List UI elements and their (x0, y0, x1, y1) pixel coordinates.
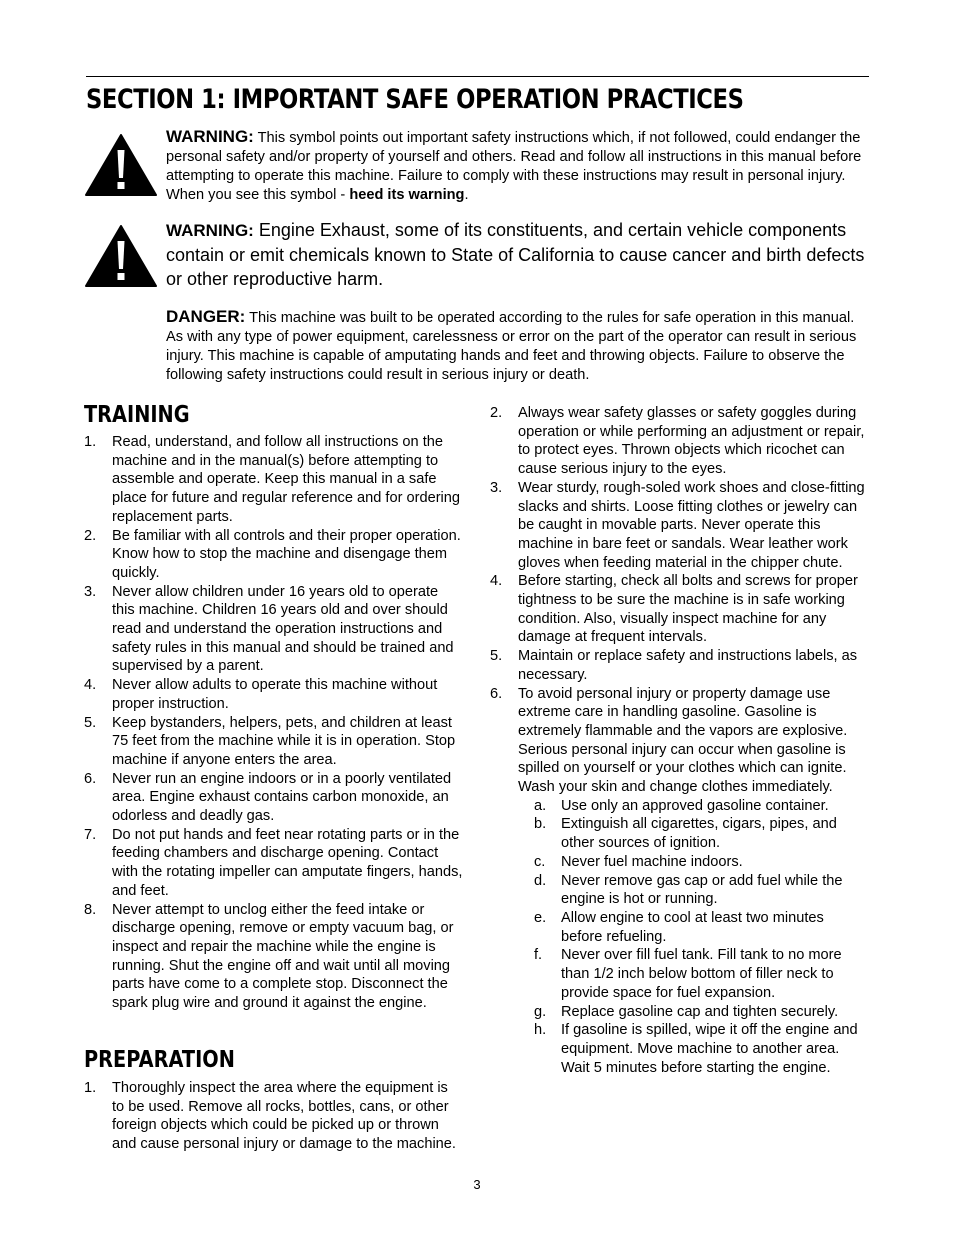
preparation-list (84, 1079, 464, 1154)
item-text: Never allow adults to operate this machine without proper instruction. (112, 677, 438, 712)
list-item (84, 676, 464, 713)
item-text: Replace gasoline cap and tighten securely. (561, 1003, 839, 1020)
item-text: Always wear safety glasses or safety goggles during operation or while performing an adjustment or repair, to protect eyes. Thrown objects which ricochet can cause serious injury to the eyes. (518, 405, 865, 478)
item-text: Extinguish all cigarettes, cigars, pipes, and other sources of ignition. (561, 816, 837, 852)
danger-label: DANGER: (166, 307, 246, 326)
item-letter: h. (534, 1022, 547, 1039)
item-letter: d. (534, 872, 547, 889)
item-text: Thoroughly inspect the area where the equipment is to be used. Remove all rocks, bottles, cans, or other foreign objects which could be picked up or thrown and cause personal injury or damage to the machine. (112, 1080, 456, 1153)
item-letter: c. (534, 853, 546, 870)
item-number: 5. (490, 648, 503, 665)
item-text: Use only an approved gasoline container. (561, 797, 829, 814)
item-number: 4. (84, 677, 97, 694)
list-item (490, 685, 868, 1078)
danger-notice (166, 307, 868, 385)
list-item (84, 527, 464, 583)
gasoline-sublist (518, 797, 868, 1078)
item-text: Maintain or replace safety and instructions labels, as necessary. (518, 648, 858, 683)
item-text: Never fuel machine indoors. (561, 853, 743, 870)
sub-list-item (518, 815, 868, 852)
item-text: Do not put hands and feet near rotating parts or in the feeding chambers and discharge opening. Contact with the rotating impeller can amputate fingers, hands, and feet. (112, 826, 463, 899)
item-number: 4. (490, 573, 503, 590)
section-title: SECTION 1: IMPORTANT SAFE OPERATION PRACTICES (86, 84, 744, 115)
item-number: 2. (84, 527, 97, 544)
list-item (84, 770, 464, 826)
item-text: Before starting, check all bolts and screws for proper tightness to be sure the machine is in safe working condition. Also, visually inspect machine for any damage at frequent intervals. (518, 573, 858, 646)
warning-triangle-icon (84, 224, 158, 288)
notice-text: This machine was built to be operated according to the rules for safe operation in this manual. As with any type of power equipment, carelessness or error on the part of the operator can result in serious injury. This machine is capable of amputating hands and feet and throwing objects. Failure to observe the following safety instructions could result in serious injury or death. (166, 310, 857, 383)
notice-emphasis: heed its warning (349, 187, 465, 203)
warning-triangle-icon (84, 133, 158, 197)
item-text: If gasoline is spilled, wipe it off the engine and equipment. Move machine to another area. Wait 5 minutes before starting the engine. (561, 1022, 858, 1076)
sub-list-item (518, 1021, 868, 1077)
item-number: 6. (84, 770, 97, 787)
list-item (84, 433, 464, 527)
list-item (84, 1079, 464, 1154)
training-heading: TRAINING (84, 402, 190, 428)
sub-list-item (518, 946, 868, 1002)
item-text: To avoid personal injury or property damage use extreme care in handling gasoline. Gasoline is extremely flammable and the vapors are explosive. Serious personal injury can occur when gasoline is spilled on yourself or your clothes which can ignite. Wash your skin and change clothes immediately. (518, 685, 848, 796)
list-item (84, 583, 464, 677)
warning-label: WARNING: (166, 127, 254, 146)
warning-label: WARNING: (166, 221, 254, 240)
training-list (84, 433, 464, 1013)
item-number: 1. (84, 1080, 97, 1096)
item-number: 3. (84, 583, 97, 600)
item-letter: e. (534, 909, 547, 926)
item-text: Never attempt to unclog either the feed intake or discharge opening, remove or empty vacuum bag, or inspect and repair the machine while the engine is running. Shut the engine off and wait until all moving parts have come to a complete stop. Disconnect the spark plug wire and ground it against the engine. (112, 901, 454, 1012)
page-number: 3 (473, 1177, 481, 1192)
item-text: Never over fill fuel tank. Fill tank to no more than 1/2 inch below bottom of filler neck to provide space for fuel expansion. (561, 947, 842, 1001)
item-text: Be familiar with all controls and their proper operation. Know how to stop the machine and disengage them quickly. (112, 527, 461, 581)
notice-text: This symbol points out important safety instructions which, if not followed, could endanger the personal safety and/or property of yourself and others. Read and follow all instructions in this manual before attempting to operate this machine. Failure to comply with these instructions may result in personal injury. When you see this symbol - (166, 130, 862, 203)
item-number: 5. (84, 714, 97, 731)
item-letter: a. (534, 797, 547, 814)
list-item (84, 901, 464, 1013)
item-text: Never remove gas cap or add fuel while the engine is hot or running. (561, 872, 843, 908)
item-text: Read, understand, and follow all instructions on the machine and in the manual(s) before attempting to assemble and operate. Keep this manual in a safe place for future and regular reference and for ordering replacement parts. (112, 434, 461, 525)
item-number: 2. (490, 405, 503, 421)
item-number: 7. (84, 826, 97, 843)
warning-notice-symbol (166, 127, 868, 205)
item-text: Keep bystanders, helpers, pets, and children at least 75 feet from the machine while it is in operation. Stop machine if anyone enters the area. (112, 714, 456, 768)
list-item (84, 826, 464, 901)
item-number: 3. (490, 479, 503, 496)
preparation-heading: PREPARATION (84, 1047, 235, 1073)
sub-list-item (518, 872, 868, 909)
warning-notice-california (166, 218, 868, 291)
item-number: 8. (84, 901, 97, 918)
item-number: 1. (84, 434, 97, 450)
list-item (490, 404, 868, 479)
notice-end: . (464, 187, 469, 203)
item-text: Never allow children under 16 years old to operate this machine. Children 16 years old and over should read and understand the operation instructions and safety rules in this manual and should be trained and supervised by a parent. (112, 583, 454, 675)
item-text: Wear sturdy, rough-soled work shoes and close-fitting slacks and shirts. Loose fitting clothes or jewelry can be caught in movable parts. Never operate this machine in bare feet or sandals. Wear leather work gloves when feeding material in the chipper chute. (518, 479, 865, 571)
item-text: Never run an engine indoors or in a poorly ventilated area. Engine exhaust contains carbon monoxide, an odorless and deadly gas. (112, 770, 452, 825)
list-item (490, 647, 868, 684)
top-rule (86, 76, 869, 77)
sub-list-item (518, 909, 868, 946)
item-letter: f. (534, 947, 543, 964)
sub-list-item (518, 797, 868, 816)
preparation-list-continued (490, 404, 868, 1077)
list-item (490, 572, 868, 647)
list-item (490, 479, 868, 573)
item-number: 6. (490, 685, 503, 702)
list-item (84, 714, 464, 770)
sub-list-item (518, 1003, 868, 1022)
item-letter: g. (534, 1003, 547, 1020)
notice-text: Engine Exhaust, some of its constituents, and certain vehicle components contain or emit chemicals known to State of California to cause cancer and birth defects or other reproductive harm. (166, 220, 865, 289)
sub-list-item (518, 853, 868, 872)
item-letter: b. (534, 816, 547, 833)
item-text: Allow engine to cool at least two minutes before refueling. (561, 909, 824, 945)
